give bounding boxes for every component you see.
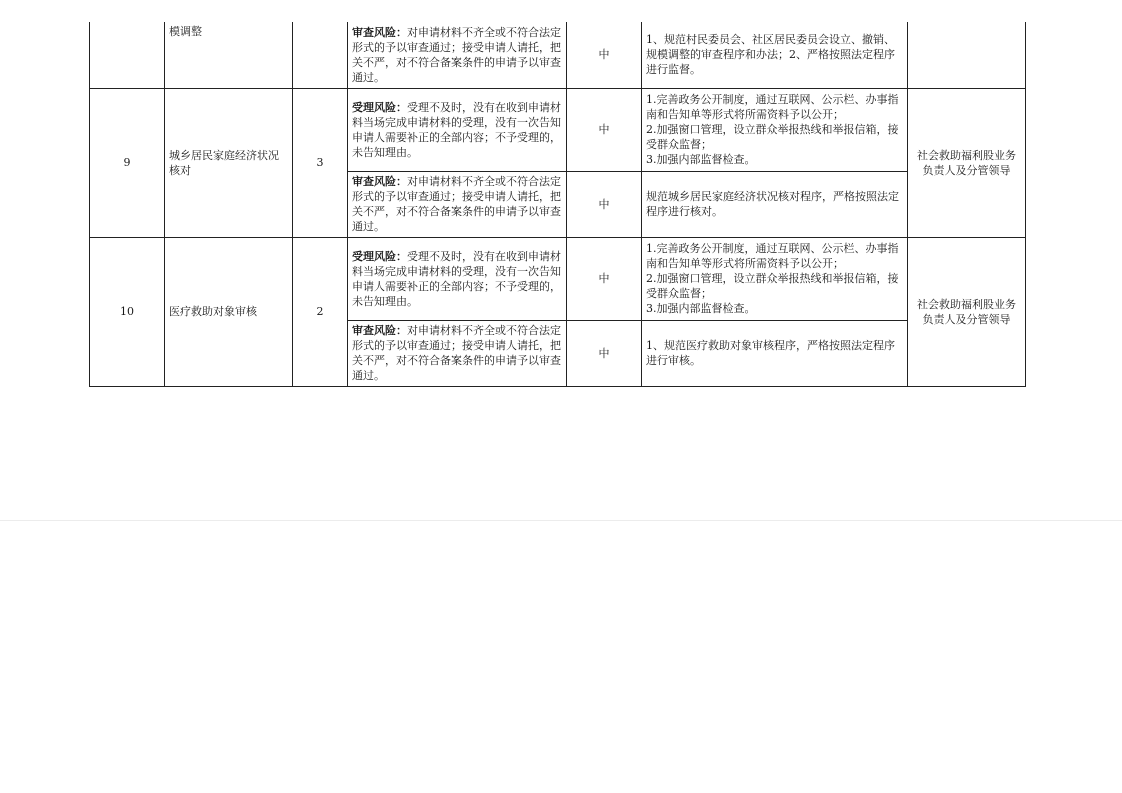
risk-level-cell xyxy=(567,237,642,320)
risk-label: 受理风险： xyxy=(352,249,407,263)
risk-description-cell xyxy=(348,22,567,88)
risk-level: 中 xyxy=(598,346,610,360)
risk-count-cell xyxy=(293,88,348,237)
item-number: 10 xyxy=(120,305,134,318)
prevention-measure-cell xyxy=(642,88,908,171)
prevention-measure: 1.完善政务公开制度，通过互联网、公示栏、办事指南和告知单等形式将所需资料予以公开； 2.加强窗口管理，设立群众举报热线和举报信箱，接受群众监督； 3.加强内部监督检查。 xyxy=(646,93,899,166)
responsible-cell xyxy=(908,237,1026,386)
risk-text: 对申请材料不齐全或不符合法定形式的予以审查通过；接受申请人请托，把关不严，对不符合备案条件的申请予以审查通过。 xyxy=(352,324,561,382)
risk-level-cell xyxy=(567,88,642,171)
item-number-cell xyxy=(90,88,165,237)
risk-count: 2 xyxy=(316,305,324,318)
risk-description-cell xyxy=(348,171,567,237)
item-name-cell xyxy=(165,237,293,386)
item-number-cell xyxy=(90,237,165,386)
prevention-measure: 1.完善政务公开制度，通过互联网、公示栏、办事指南和告知单等形式将所需资料予以公开； 2.加强窗口管理，设立群众举报热线和举报信箱，接受群众监督； 3.加强内部监督检查。 xyxy=(646,242,899,315)
risk-count-cell xyxy=(293,237,348,386)
item-name: 模调整 xyxy=(169,25,202,38)
prevention-measure-cell xyxy=(642,320,908,386)
risk-label: 审查风险： xyxy=(352,175,407,188)
prevention-measure: 1、规范村民委员会、社区居民委员会设立、撤销、规模调整的审查程序和办法；2、严格按照法定程序进行监督。 xyxy=(646,33,895,77)
risk-count-cell xyxy=(293,22,348,88)
risk-text: 对申请材料不齐全或不符合法定形式的予以审查通过；接受申请人请托，把关不严，对不符合备案条件的申请予以审查通过。 xyxy=(352,175,561,233)
responsible-cell xyxy=(908,88,1026,237)
item-number: 9 xyxy=(123,156,131,169)
risk-description-cell xyxy=(348,88,567,171)
risk-level: 中 xyxy=(598,197,610,211)
item-number-cell xyxy=(90,22,165,88)
prevention-measure-cell xyxy=(642,22,908,88)
table-row xyxy=(90,237,1026,320)
responsible-cell xyxy=(908,22,1026,88)
item-name-cell xyxy=(165,88,293,237)
risk-table xyxy=(89,22,1026,387)
item-name: 城乡居民家庭经济状况核对 xyxy=(169,148,279,177)
risk-label: 受理风险： xyxy=(352,100,407,114)
item-name-cell xyxy=(165,22,293,88)
table-row xyxy=(90,88,1026,171)
prevention-measure-cell xyxy=(642,171,908,237)
risk-label: 审查风险： xyxy=(352,324,407,337)
prevention-measure: 规范城乡居民家庭经济状况核对程序，严格按照法定程序进行核对。 xyxy=(646,190,899,218)
table-row xyxy=(90,22,1026,88)
prevention-measure: 1、规范医疗救助对象审核程序，严格按照法定程序进行审核。 xyxy=(646,339,895,367)
risk-text: 受理不及时，没有在收到申请材料当场完成申请材料的受理，没有一次告知申请人需要补正的全部内容；不予受理的，未告知理由。 xyxy=(352,249,561,308)
risk-count: 3 xyxy=(316,156,324,169)
risk-level: 中 xyxy=(598,272,610,285)
risk-level: 中 xyxy=(598,48,610,62)
risk-description-cell xyxy=(348,320,567,386)
risk-text: 对申请材料不齐全或不符合法定形式的予以审查通过；接受申请人请托，把关不严，对不符合备案条件的申请予以审查通过。 xyxy=(352,25,561,84)
risk-level-cell xyxy=(567,320,642,386)
responsible-person: 社会救助福利股业务负责人及分管领导 xyxy=(917,148,1016,177)
risk-level: 中 xyxy=(598,123,610,136)
risk-level-cell xyxy=(567,171,642,237)
risk-text: 受理不及时，没有在收到申请材料当场完成申请材料的受理，没有一次告知申请人需要补正的全部内容；不予受理的，未告知理由。 xyxy=(352,100,561,159)
risk-level-cell xyxy=(567,22,642,88)
page-fold-divider xyxy=(0,520,1122,521)
risk-description-cell xyxy=(348,237,567,320)
item-name: 医疗救助对象审核 xyxy=(169,305,257,318)
prevention-measure-cell xyxy=(642,237,908,320)
responsible-person: 社会救助福利股业务负责人及分管领导 xyxy=(917,297,1016,326)
risk-label: 审查风险： xyxy=(352,25,407,39)
